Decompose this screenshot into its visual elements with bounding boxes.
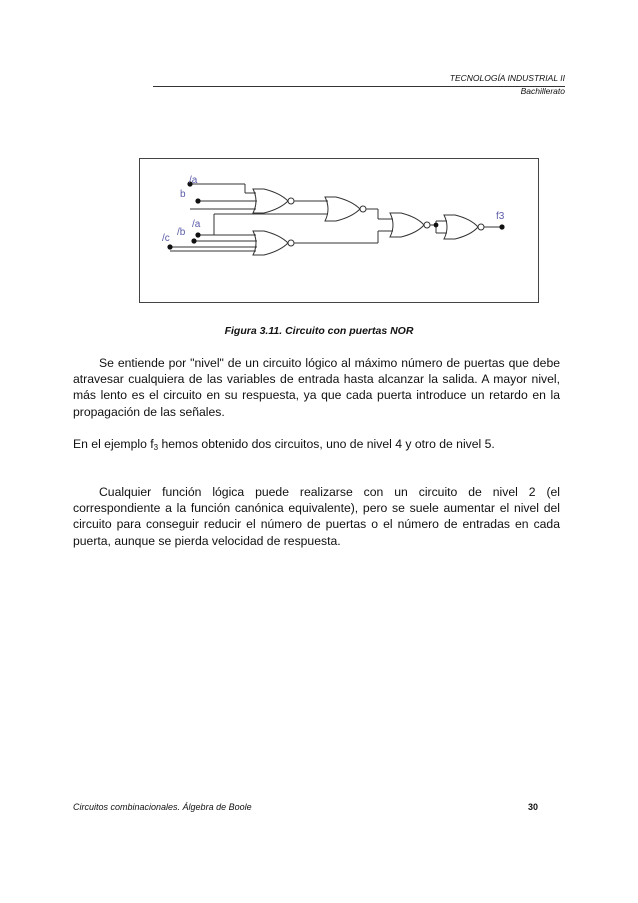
label-not-a-top: /a <box>189 175 198 186</box>
input-not-b-terminal <box>191 238 196 243</box>
output-f3-terminal <box>499 224 504 229</box>
nor-gate-4 <box>390 213 424 237</box>
nor-gate-2-bubble <box>360 206 366 212</box>
label-b: b <box>180 189 186 200</box>
nor-gate-2 <box>325 197 360 221</box>
nor-gate-3 <box>253 231 288 255</box>
junction-dot <box>434 223 439 228</box>
paragraph-example <box>73 436 560 456</box>
footer-chapter-title: Circuitos combinacionales. Álgebra de Boole <box>73 802 252 812</box>
paragraph-example-before: En el ejemplo f <box>73 437 154 451</box>
nor-gate-4-bubble <box>424 222 430 228</box>
label-not-b: /b <box>177 227 186 238</box>
nor-circuit-diagram <box>140 159 540 304</box>
input-b-terminal <box>195 198 200 203</box>
circuit-figure <box>139 158 539 303</box>
figure-caption: Figura 3.11. Circuito con puertas NOR <box>224 325 414 337</box>
header-subtitle: Bachillerato <box>520 86 565 96</box>
nor-gate-1 <box>253 189 288 213</box>
input-not-c-terminal <box>167 244 172 249</box>
nor-gate-5-bubble <box>478 224 484 230</box>
nor-gate-5 <box>444 215 478 239</box>
paragraph-nivel: Se entiende por "nivel" de un circuito lógico al máximo número de puertas que debe atravesar cualquiera de las variables de entrada hasta alcanzar la salida. A mayor nivel, más lento es el circuito en su respuesta, ya que cada puerta introduce un retardo en la propagación de las señales. <box>73 356 560 419</box>
label-output-f3: f3 <box>496 211 505 222</box>
nor-gate-1-bubble <box>288 198 294 204</box>
label-not-c: /c <box>162 233 170 244</box>
header-title: TECNOLOGÍA INDUSTRIAL II <box>449 73 565 83</box>
paragraph-canonical: Cualquier función lógica puede realizarse con un circuito de nivel 2 (el correspondiente a la función canónica equivalente), pero se suele aumentar el nivel del circuito para conseguir reducir el número de puertas o el número de entradas en cada puerta, aunque se pierda velocidad de respuesta. <box>73 485 560 548</box>
input-not-a-mid-terminal <box>195 232 200 237</box>
paragraph-example-after: hemos obtenido dos circuitos, uno de nivel 4 y otro de nivel 5. <box>158 437 495 451</box>
label-not-a-mid: /a <box>192 219 201 230</box>
footer-page-number: 30 <box>527 802 538 812</box>
header-rule <box>153 86 565 87</box>
paragraph-example-subscript: 3 <box>153 443 159 452</box>
nor-gate-3-bubble <box>288 240 294 246</box>
